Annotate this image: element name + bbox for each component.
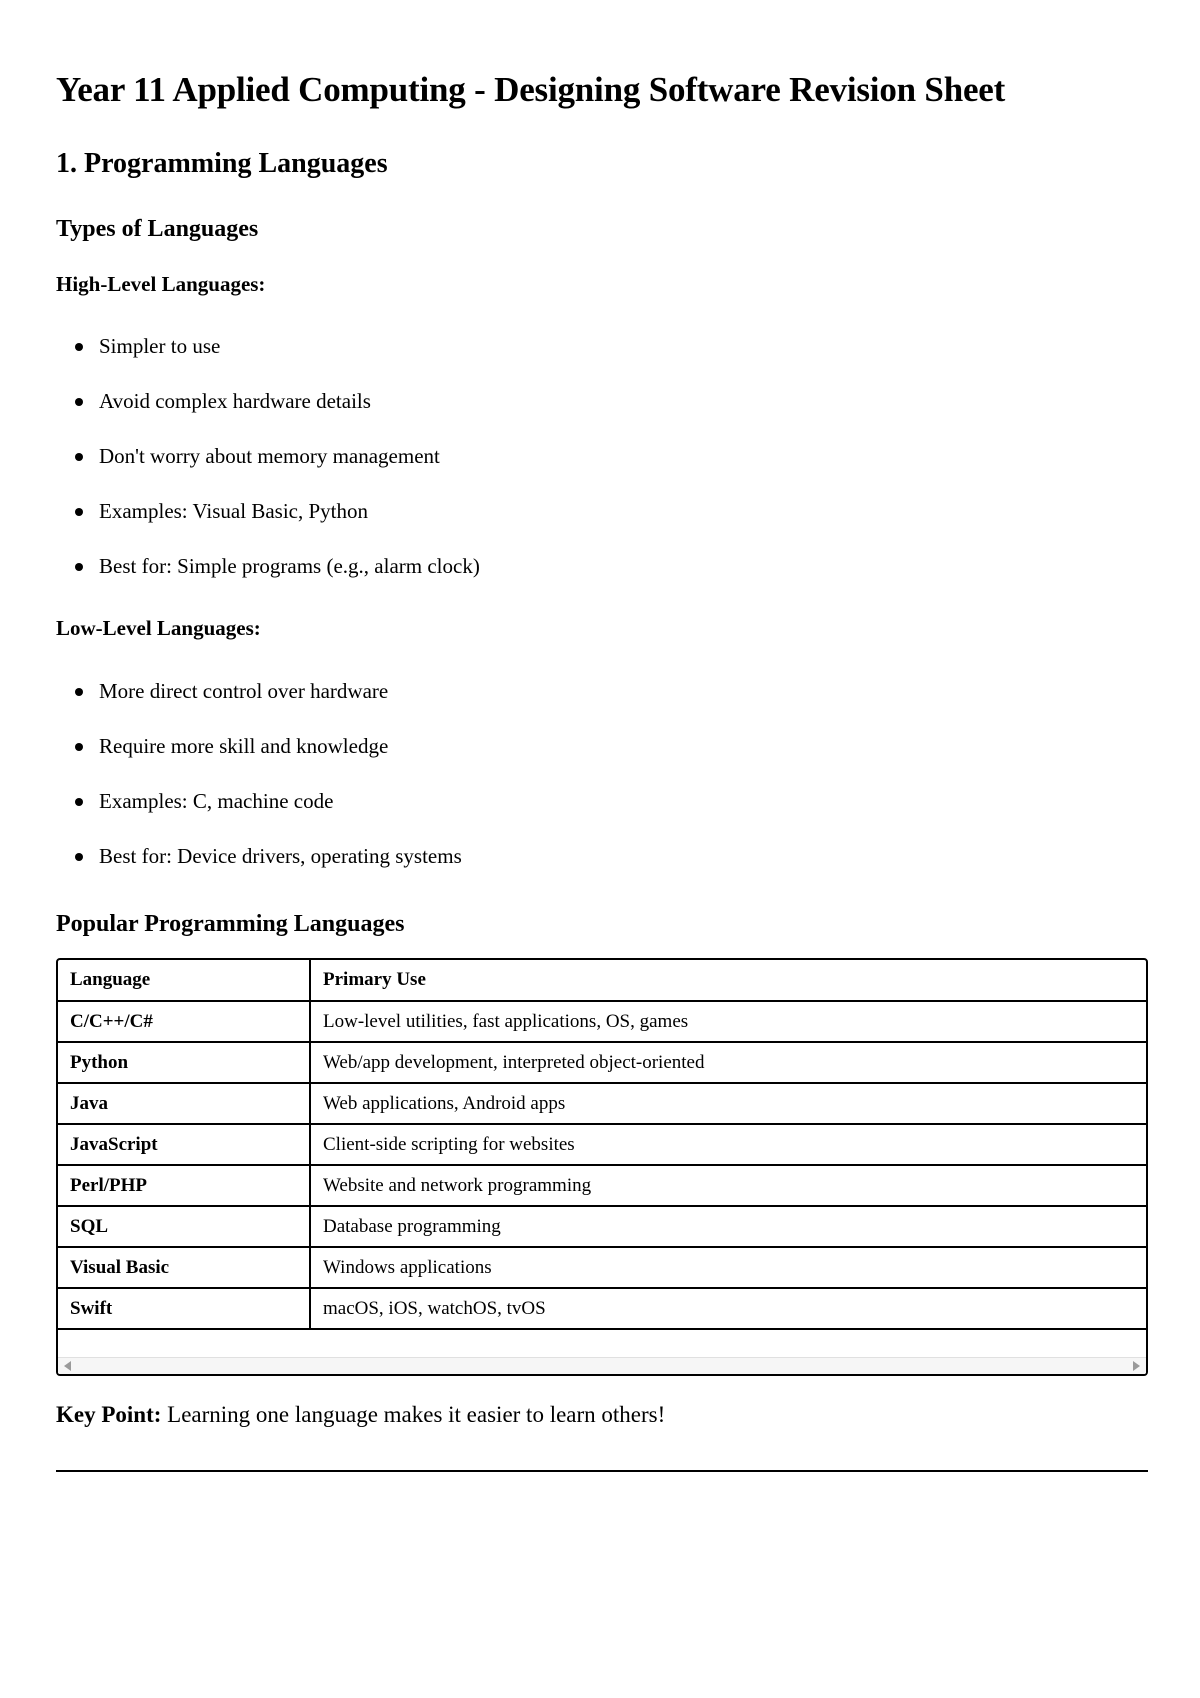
list-item: Examples: C, machine code [56,788,462,843]
table-cell-language: Perl/PHP [58,1165,310,1206]
horizontal-scrollbar[interactable] [58,1357,1146,1374]
table-row [58,1165,1148,1206]
table-cell-language: Visual Basic [58,1247,310,1288]
high-level-list [56,333,480,608]
table-cell-use: Low-level utilities, fast applications, OS, games [310,1001,1148,1042]
key-point-label: Key Point: [56,1402,162,1427]
table-row [58,1247,1148,1288]
table-row [58,1083,1148,1124]
low-level-label: Low-Level Languages: [56,616,261,640]
section-heading-programming-languages: 1. Programming Languages [56,148,388,179]
page-title: Year 11 Applied Computing - Designing Software Revision Sheet [56,70,1006,109]
table-cell-use: macOS, iOS, watchOS, tvOS [310,1288,1148,1329]
list-item: Examples: Visual Basic, Python [56,498,480,553]
table-header-cell: Language [58,960,310,1001]
table-cell-use: Website and network programming [310,1165,1148,1206]
key-point [56,1402,665,1428]
list-item: More direct control over hardware [56,678,462,733]
table-cell-language: C/C++/C# [58,1001,310,1042]
table-row [58,1124,1148,1165]
table-cell-language: Python [58,1042,310,1083]
table-row [58,1288,1148,1329]
list-item: Don't worry about memory management [56,443,480,498]
table-row [58,1206,1148,1247]
table-cell-language: JavaScript [58,1124,310,1165]
table-cell-use: Client-side scripting for websites [310,1124,1148,1165]
subheading-popular-languages: Popular Programming Languages [56,911,405,937]
subheading-types-of-languages: Types of Languages [56,216,259,242]
high-level-label: High-Level Languages: [56,272,266,296]
scroll-right-arrow-icon[interactable] [1133,1361,1140,1371]
table-row [58,1042,1148,1083]
section-divider [56,1470,1148,1472]
list-item: Avoid complex hardware details [56,388,480,443]
low-level-list [56,678,462,898]
table-cell-use: Database programming [310,1206,1148,1247]
table-cell-use: Windows applications [310,1247,1148,1288]
table-header-cell: Primary Use [310,960,1148,1001]
scroll-left-arrow-icon[interactable] [64,1361,71,1371]
table-cell-language: Java [58,1083,310,1124]
list-item: Simpler to use [56,333,480,388]
table-row [58,1001,1148,1042]
table-cell-language: SQL [58,1206,310,1247]
table-cell-use: Web applications, Android apps [310,1083,1148,1124]
table-header-row [58,960,1148,1001]
key-point-text: Learning one language makes it easier to learn others! [167,1402,666,1427]
list-item: Best for: Device drivers, operating systems [56,843,462,898]
languages-table [58,960,1148,1330]
list-item: Best for: Simple programs (e.g., alarm clock) [56,553,480,608]
table-cell-use: Web/app development, interpreted object-oriented [310,1042,1148,1083]
table-cell-language: Swift [58,1288,310,1329]
languages-table-container[interactable] [56,958,1148,1376]
list-item: Require more skill and knowledge [56,733,462,788]
